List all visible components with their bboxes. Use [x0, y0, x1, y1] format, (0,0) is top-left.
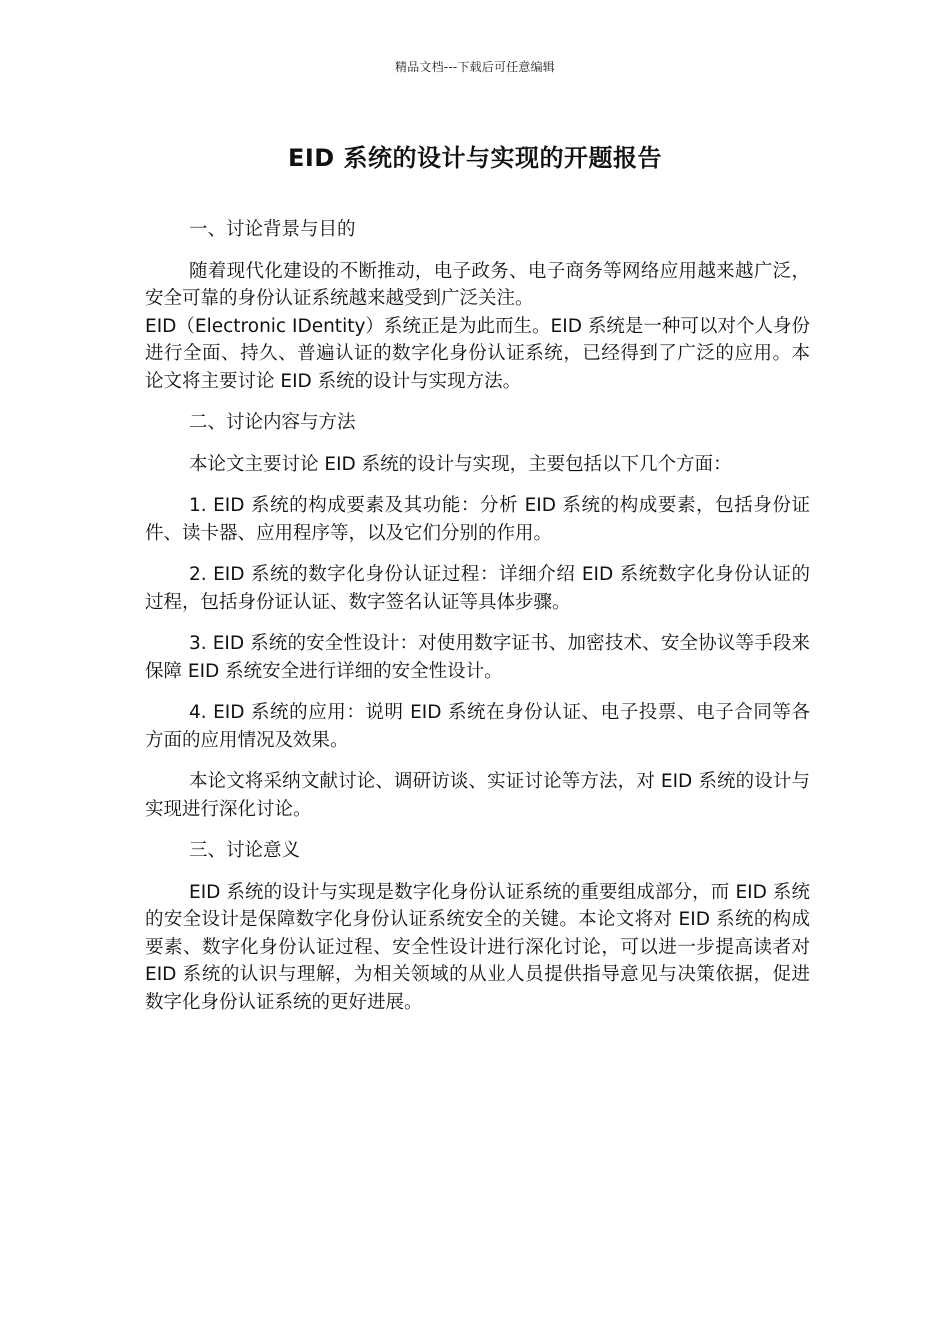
document-title: EID 系统的设计与实现的开题报告	[287, 144, 663, 172]
section-heading-content-method: 二、讨论内容与方法	[189, 412, 356, 433]
list-item-1: 1. EID 系统的构成要素及其功能：分析 EID 系统的构成要素，包括身份证件、读卡器、应用程序等，以及它们分别的作用。	[145, 495, 810, 544]
paragraph-method: 本论文将采纳文献讨论、调研访谈、实证讨论等方法，对 EID 系统的设计与实现进行深化讨论。	[145, 771, 810, 820]
list-item-3: 3. EID 系统的安全性设计：对使用数字证书、加密技术、安全协议等手段来保障 EID 系统安全进行详细的安全性设计。	[145, 633, 810, 682]
list-item-4: 4. EID 系统的应用：说明 EID 系统在身份认证、电子投票、电子合同等各方面的应用情况及效果。	[145, 702, 810, 751]
paragraph-significance: EID 系统的设计与实现是数字化身份认证系统的重要组成部分，而 EID 系统的安全设计是保障数字化身份认证系统安全的关键。本论文将对 EID 系统的构成要素、数字化身份认证过程、安全性设计进行深化讨论，可以进一步提高读者对 EID 系统的认识与理解，为相关领域的从业人员提供指导意见与决策依据，促进数字化身份认证系统的更好进展。	[145, 881, 810, 1013]
list-item-2: 2. EID 系统的数字化身份认证过程：详细介绍 EID 系统数字化身份认证的过程，包括身份证认证、数字签名认证等具体步骤。	[145, 564, 810, 613]
section-heading-background: 一、讨论背景与目的	[189, 219, 356, 240]
document-body	[145, 216, 810, 1016]
paragraph-background-1: 随着现代化建设的不断推动，电子政务、电子商务等网络应用越来越广泛，安全可靠的身份认证系统越来越受到广泛关注。	[145, 260, 810, 309]
header-note: 精品文档---下载后可任意编辑	[395, 60, 555, 74]
paragraph-content-intro: 本论文主要讨论 EID 系统的设计与实现，主要包括以下几个方面：	[189, 453, 732, 475]
paragraph-background-2: EID（Electronic IDentity）系统正是为此而生。EID 系统是一种可以对个人身份进行全面、持久、普遍认证的数字化身份认证系统，已经得到了广泛的应用。本论文将主要讨论 EID 系统的设计与实现方法。	[145, 315, 810, 392]
section-heading-significance: 三、讨论意义	[189, 840, 301, 861]
